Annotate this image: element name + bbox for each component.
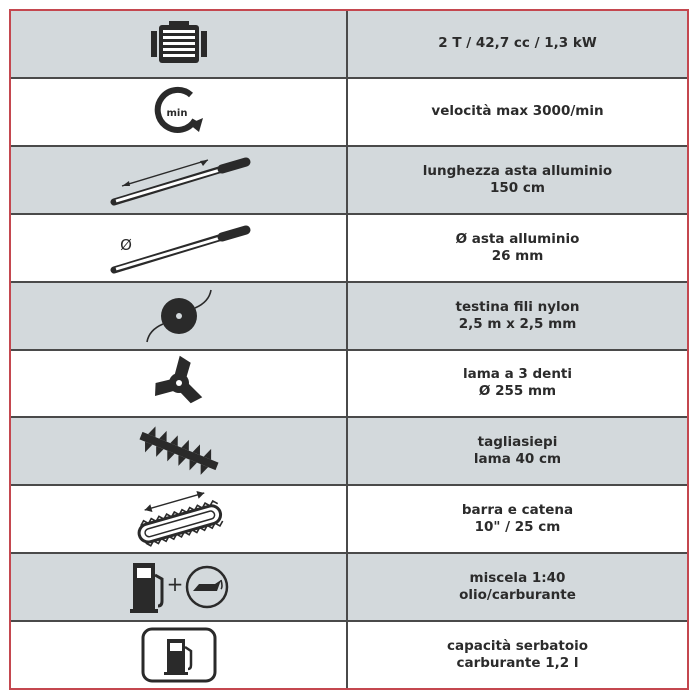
spec-text: miscela 1:40 olio/carburante: [348, 554, 687, 620]
spec-row-hedge-trimmer: [11, 418, 687, 486]
icon-cell: [11, 351, 348, 417]
spec-row-rpm: [11, 79, 687, 147]
spec-row-shaft-diameter: [11, 215, 687, 283]
spec-row-chain-bar: [11, 486, 687, 554]
icon-cell: [11, 215, 348, 281]
rpm-min-icon-label: min: [166, 107, 187, 119]
engine-icon: [147, 21, 211, 67]
shaft-length-icon: [104, 152, 254, 208]
spec-row-blade: [11, 351, 687, 419]
spec-text: lunghezza asta alluminio 150 cm: [348, 147, 687, 213]
spec-text: barra e catena 10" / 25 cm: [461, 502, 574, 536]
spec-row-fuel-mix: [11, 554, 687, 622]
icon-cell: [11, 147, 348, 213]
icon-cell: [11, 283, 348, 349]
shaft-diameter-icon: [104, 220, 254, 276]
fuel-oil-mix-icon: [129, 559, 229, 615]
three-tooth-blade-icon: [149, 353, 209, 413]
icon-cell: [11, 79, 348, 145]
nylon-head-icon: [139, 288, 219, 344]
spec-text: tagliasiepi lama 40 cm: [348, 418, 687, 484]
spec-text: velocità max 3000/min: [431, 103, 604, 120]
svg-text:+: +: [166, 572, 183, 597]
spec-text: 2 T / 42,7 cc / 1,3 kW: [348, 11, 687, 77]
spec-text: Ø asta alluminio 26 mm: [455, 230, 580, 264]
spec-text: capacità serbatoio carburante 1,2 l: [446, 638, 589, 672]
spec-row-shaft-length: [11, 147, 687, 215]
fuel-tank-icon: [141, 627, 217, 683]
chain-bar-icon: [129, 489, 229, 549]
diameter-symbol: Ø: [119, 235, 132, 254]
spec-text: lama a 3 denti Ø 255 mm: [462, 366, 573, 400]
icon-cell: [11, 622, 348, 688]
icon-cell: [11, 486, 348, 552]
spec-row-engine: [11, 11, 687, 79]
icon-cell: [11, 554, 348, 620]
spec-text: testina fili nylon 2,5 m x 2,5 mm: [348, 283, 687, 349]
hedge-trimmer-icon: [134, 423, 224, 479]
icon-cell: [11, 418, 348, 484]
spec-table: [9, 9, 689, 690]
spec-row-fuel-tank: [11, 622, 687, 688]
spec-row-nylon-head: [11, 283, 687, 351]
rpm-min-icon: [151, 86, 207, 138]
icon-cell: [11, 11, 348, 77]
